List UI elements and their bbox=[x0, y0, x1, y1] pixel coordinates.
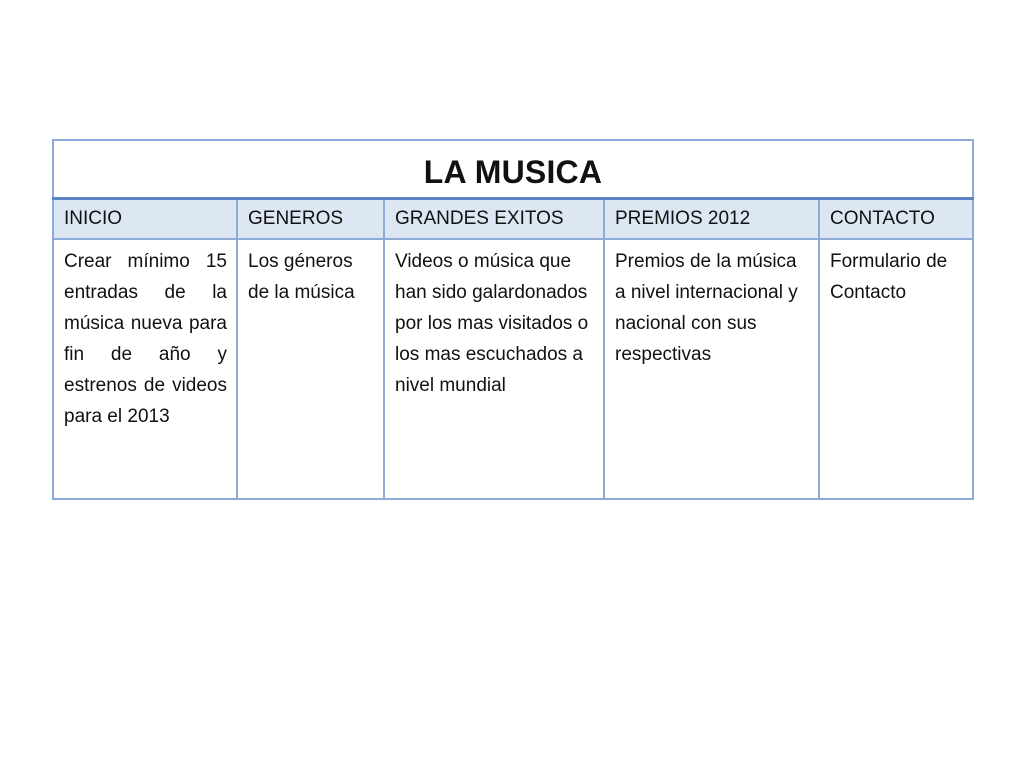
inicio-description: Crear mínimo 15 entradas de la música nueva para fin de año y estrenos de videos para el 2013 bbox=[64, 251, 227, 427]
header-cell-contacto bbox=[819, 199, 973, 240]
premios-2012-description: Premios de la música a nivel internacional y nacional con sus respectivas bbox=[615, 251, 798, 365]
table-title: LA MUSICA bbox=[423, 153, 603, 190]
header-contacto: CONTACTO bbox=[830, 208, 935, 229]
grandes-exitos-description: Videos o música que han sido galardonados por los mas visitados o los mas escuchados a nivel mundial bbox=[395, 251, 589, 396]
music-site-table bbox=[52, 139, 974, 500]
header-premios-2012: PREMIOS 2012 bbox=[615, 208, 751, 229]
content-cell-grandes-exitos bbox=[384, 239, 604, 499]
content-row bbox=[53, 239, 973, 499]
header-inicio: INICIO bbox=[64, 208, 123, 229]
header-grandes-exitos: GRANDES EXITOS bbox=[395, 208, 564, 229]
header-cell-generos bbox=[237, 199, 384, 240]
generos-description: Los géneros de la música bbox=[248, 251, 355, 303]
header-row bbox=[53, 199, 973, 240]
header-generos: GENEROS bbox=[248, 208, 344, 229]
content-cell-premios-2012 bbox=[604, 239, 819, 499]
content-cell-generos bbox=[237, 239, 384, 499]
content-cell-inicio bbox=[53, 239, 237, 499]
title-row bbox=[53, 140, 973, 199]
title-cell bbox=[53, 140, 973, 199]
contacto-description: Formulario de Contacto bbox=[830, 251, 948, 303]
header-cell-grandes-exitos bbox=[384, 199, 604, 240]
header-cell-inicio bbox=[53, 199, 237, 240]
content-cell-contacto bbox=[819, 239, 973, 499]
header-cell-premios-2012 bbox=[604, 199, 819, 240]
